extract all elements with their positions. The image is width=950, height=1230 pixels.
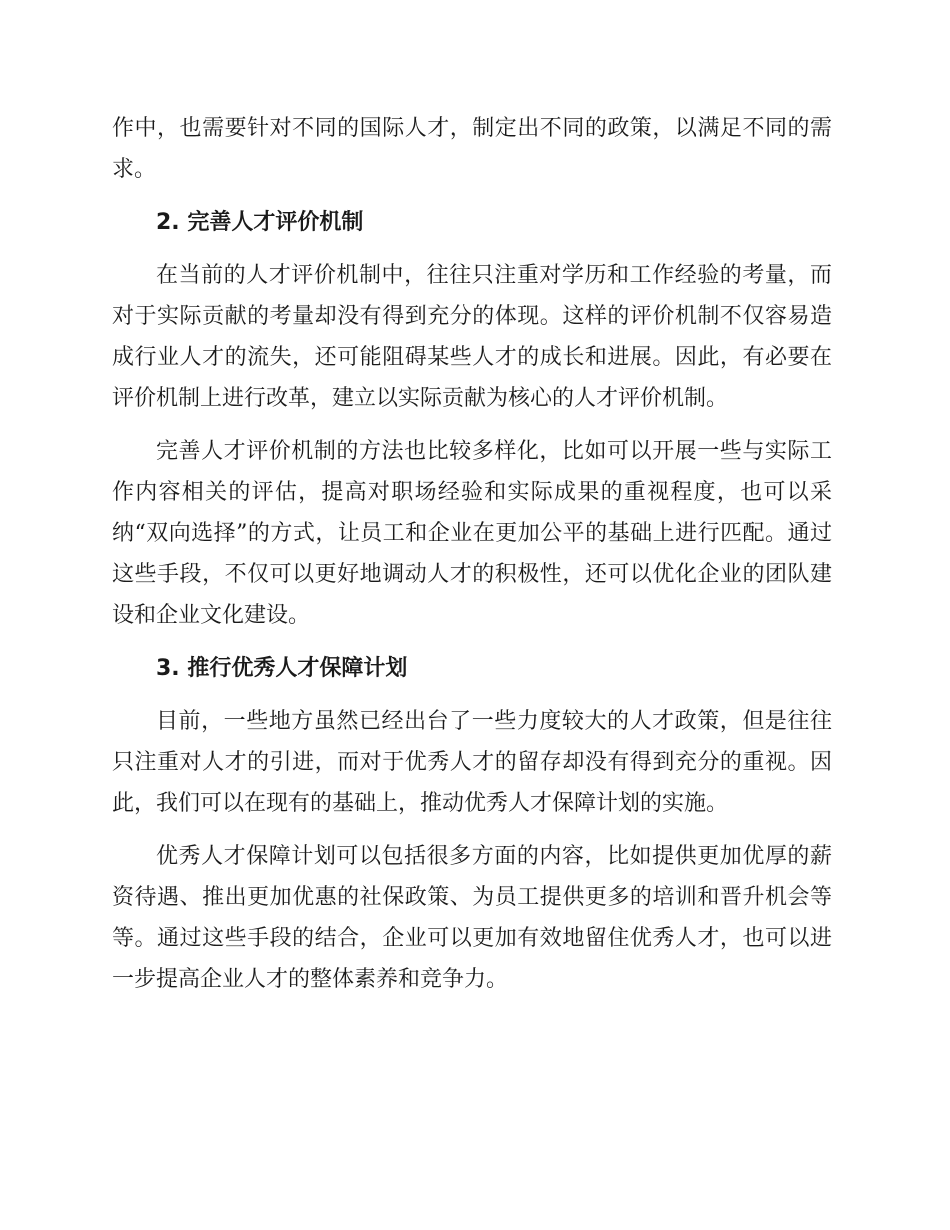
paragraph: 在当前的人才评价机制中，往往只注重对学历和工作经验的考量，而对于实际贡献的考量却没有得到充分的体现。这样的评价机制不仅容易造成行业人才的流失，还可能阻碍某些人才的成长和进展。因此，有必要在评价机制上进行改革，建立以实际贡献为核心的人才评价机制。 <box>112 263 832 411</box>
section-heading-3: 3. 推行优秀人才保障计划 <box>156 656 408 681</box>
paragraph: 完善人才评价机制的方法也比较多样化，比如可以开展一些与实际工作内容相关的评估，提高对职场经验和实际成果的重视程度，也可以采纳“双向选择”的方式，让员工和企业在更加公平的基础上进行匹配。通过这些手段，不仅可以更好地调动人才的积极性，还可以优化企业的团队建设和企业文化建设。 <box>112 439 832 628</box>
section-heading-2: 2. 完善人才评价机制 <box>156 210 364 235</box>
paragraph: 目前，一些地方虽然已经出台了一些力度较大的人才政策，但是往往只注重对人才的引进，而对于优秀人才的留存却没有得到充分的重视。因此，我们可以在现有的基础上，推动优秀人才保障计划的实施。 <box>112 709 832 816</box>
document-body <box>112 108 832 1012</box>
paragraph-continued: 作中，也需要针对不同的国际人才，制定出不同的政策，以满足不同的需求。 <box>112 116 832 182</box>
paragraph: 优秀人才保障计划可以包括很多方面的内容，比如提供更加优厚的薪资待遇、推出更加优惠的社保政策、为员工提供更多的培训和晋升机会等等。通过这些手段的结合，企业可以更加有效地留住优秀人才，也可以进一步提高企业人才的整体素养和竞争力。 <box>112 844 832 992</box>
